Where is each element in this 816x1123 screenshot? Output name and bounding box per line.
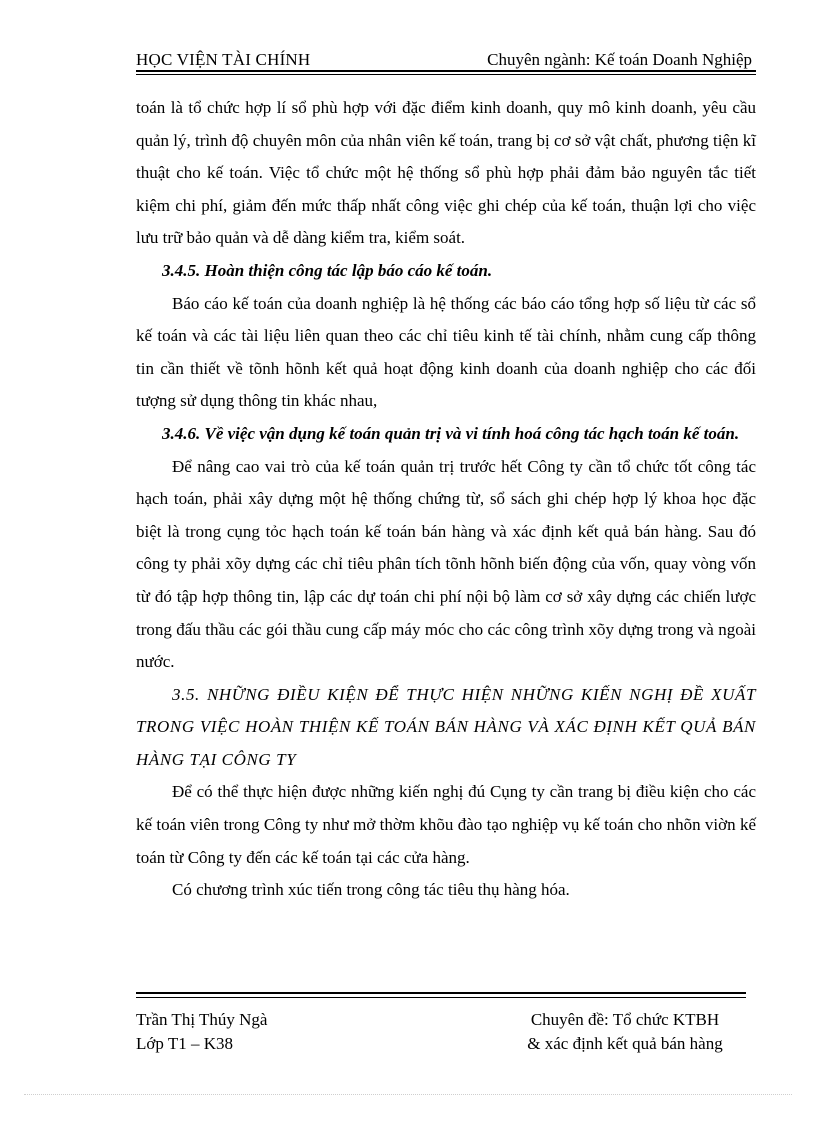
header-institution: HỌC VIỆN TÀI CHÍNH [136, 50, 311, 69]
footer-author: Trần Thị Thúy Ngà [136, 1010, 268, 1029]
section-heading-3-4-5: 3.4.5. Hoàn thiện công tác lập báo cáo kế toán. [162, 260, 493, 280]
footer-rule-thin [136, 997, 746, 998]
footer-left [136, 1008, 267, 1056]
footer-class: Lớp T1 – K38 [136, 1034, 233, 1053]
paragraph-2: Báo cáo kế toán của doanh nghiệp là hệ thống các báo cáo tổng hợp số liệu từ các sổ kế toán và các tài liệu liên quan theo các chỉ tiêu kinh tế tài chính, nhằm cung cấp thông tin cần thiết về tõnh hõnh kết quả hoạt động kinh doanh của doanh nghiệp cho các đối tượng sử dụng thông tin khác nhau, [136, 293, 756, 411]
header-rule-thin [136, 74, 756, 75]
page-header [136, 48, 756, 72]
footer-topic-line2: & xác định kết quả bán hàng [527, 1034, 723, 1053]
document-body [136, 92, 756, 907]
footer-right [500, 1008, 750, 1056]
paragraph-1: toán là tổ chức hợp lí sổ phù hợp với đặc điểm kinh doanh, quy mô kinh doanh, yêu cầu quản lý, trình độ chuyên môn của nhân viên kế toán, trang bị cơ sở vật chất, phương tiện kĩ thuật cho kế toán. Việc tổ chức một hệ thống sổ phù hợp phải đảm bảo nguyên tắc tiết kiệm chi phí, giảm đến mức thấp nhất công việc ghi chép của kế toán, thuận lợi cho việc lưu trữ bảo quản và dễ dàng kiểm tra, kiểm soát. [136, 98, 756, 248]
header-rule [136, 70, 756, 72]
paragraph-3: Để nâng cao vai trò của kế toán quản trị trước hết Công ty cần tổ chức tốt công tác hạch toán, phải xây dựng một hệ thống chứng từ, sổ sách ghi chép hợp lý khoa học đặc biệt là trong cụng tỏc hạch toán kế toán bán hàng và xác định kết quả bán hàng. Sau đó công ty phải xõy dựng các chỉ tiêu phân tích tõnh hõnh biến động của vốn, quay vòng vốn từ đó tập hợp thông tin, lập các dự toán chi phí nội bộ làm cơ sở xây dựng các chiến lược trong đấu thầu các gói thầu cung cấp máy móc cho các công trình xõy dựng trong và ngoài nước. [136, 456, 756, 672]
section-heading-3-5: 3.5. NHỮNG ĐIỀU KIỆN ĐỂ THỰC HIỆN NHỮNG KIẾN NGHỊ ĐỀ XUẤT TRONG VIỆC HOÀN THIỆN KẾ TOÁN BÁN HÀNG VÀ XÁC ĐỊNH KẾT QUẢ BÁN HÀNG TẠI CÔNG TY [136, 684, 756, 769]
paragraph-4: Để có thể thực hiện được những kiến nghị đú Cụng ty cần trang bị điều kiện cho các kế toán viên trong Công ty như mở thờm khõu đào tạo nghiệp vụ kế toán cho nhõn viờn kế toán từ Công ty đến các kế toán tại các cửa hàng. [136, 782, 756, 867]
page-bottom-border [24, 1094, 792, 1095]
footer-rule [136, 992, 746, 994]
footer-topic-line1: Chuyên đề: Tổ chức KTBH [530, 1010, 720, 1029]
section-heading-3-4-6: 3.4.6. Về việc vận dụng kế toán quản trị và vi tính hoá công tác hạch toán kế toán. [162, 423, 740, 443]
header-specialization: Chuyên ngành: Kế toán Doanh Nghiệp [487, 50, 752, 69]
paragraph-5: Có chương trình xúc tiến trong công tác tiêu thụ hàng hóa. [172, 880, 570, 900]
